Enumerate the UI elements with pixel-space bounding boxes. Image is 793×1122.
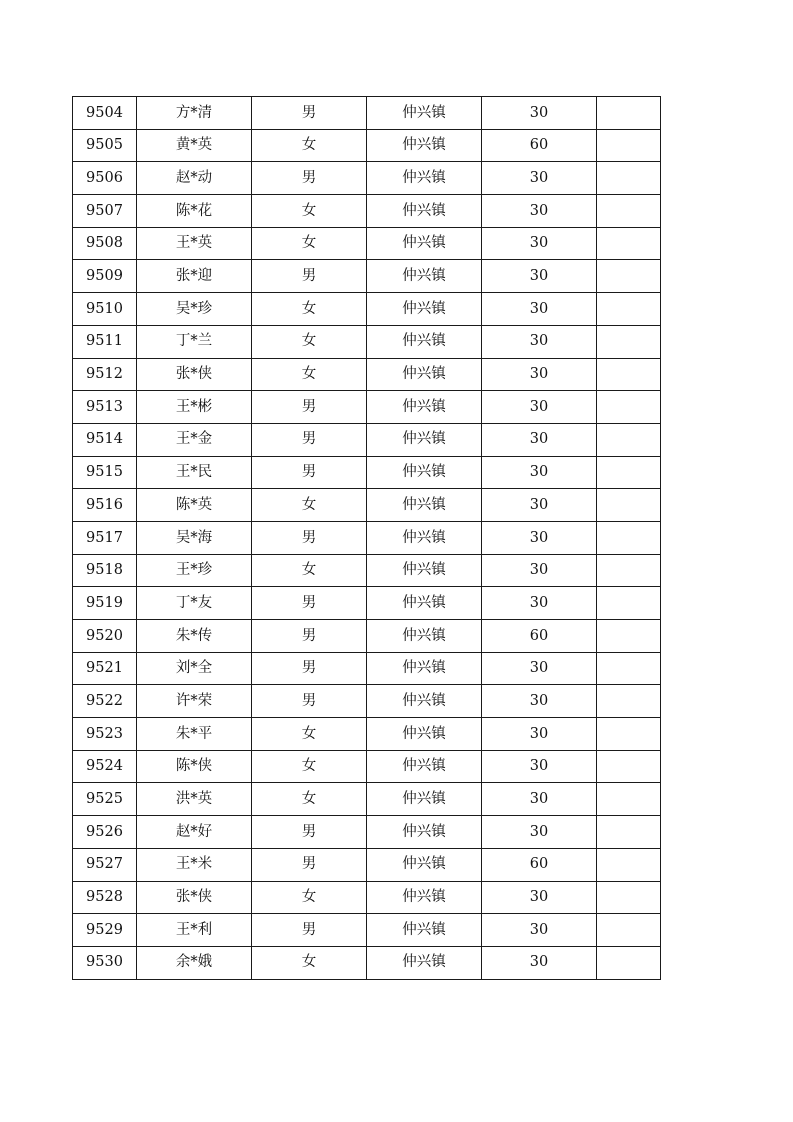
cell-gender: 女 — [252, 881, 367, 914]
cell-note — [597, 848, 661, 881]
cell-town: 仲兴镇 — [367, 97, 482, 130]
table-row — [73, 423, 661, 456]
cell-id: 9529 — [73, 914, 137, 947]
cell-town: 仲兴镇 — [367, 652, 482, 685]
cell-gender: 女 — [252, 358, 367, 391]
cell-note — [597, 783, 661, 816]
cell-note — [597, 587, 661, 620]
cell-gender: 女 — [252, 293, 367, 326]
cell-amount: 60 — [482, 129, 597, 162]
cell-amount: 30 — [482, 489, 597, 522]
table-row — [73, 881, 661, 914]
cell-town: 仲兴镇 — [367, 750, 482, 783]
cell-amount: 30 — [482, 685, 597, 718]
cell-amount: 30 — [482, 587, 597, 620]
cell-gender: 女 — [252, 750, 367, 783]
cell-town: 仲兴镇 — [367, 620, 482, 653]
cell-town: 仲兴镇 — [367, 521, 482, 554]
cell-id: 9518 — [73, 554, 137, 587]
cell-id: 9511 — [73, 325, 137, 358]
cell-amount: 30 — [482, 816, 597, 849]
cell-gender: 女 — [252, 783, 367, 816]
cell-name: 吴*海 — [137, 521, 252, 554]
cell-note — [597, 358, 661, 391]
cell-gender: 男 — [252, 914, 367, 947]
roster-table-body — [73, 97, 661, 980]
cell-id: 9505 — [73, 129, 137, 162]
table-row — [73, 848, 661, 881]
table-row — [73, 293, 661, 326]
table-row — [73, 914, 661, 947]
roster-table — [72, 96, 661, 980]
table-row — [73, 685, 661, 718]
cell-id: 9526 — [73, 816, 137, 849]
cell-town: 仲兴镇 — [367, 914, 482, 947]
cell-gender: 女 — [252, 946, 367, 979]
cell-note — [597, 881, 661, 914]
cell-amount: 30 — [482, 358, 597, 391]
cell-name: 黄*英 — [137, 129, 252, 162]
cell-town: 仲兴镇 — [367, 816, 482, 849]
cell-town: 仲兴镇 — [367, 489, 482, 522]
table-row — [73, 358, 661, 391]
cell-id: 9517 — [73, 521, 137, 554]
cell-gender: 男 — [252, 521, 367, 554]
cell-note — [597, 489, 661, 522]
table-row — [73, 260, 661, 293]
cell-name: 王*利 — [137, 914, 252, 947]
table-row — [73, 97, 661, 130]
cell-gender: 女 — [252, 195, 367, 228]
cell-id: 9528 — [73, 881, 137, 914]
cell-gender: 男 — [252, 620, 367, 653]
cell-name: 余*娥 — [137, 946, 252, 979]
cell-amount: 30 — [482, 162, 597, 195]
cell-gender: 女 — [252, 489, 367, 522]
cell-id: 9508 — [73, 227, 137, 260]
cell-gender: 男 — [252, 456, 367, 489]
cell-id: 9523 — [73, 718, 137, 751]
cell-town: 仲兴镇 — [367, 587, 482, 620]
cell-id: 9524 — [73, 750, 137, 783]
table-row — [73, 162, 661, 195]
cell-id: 9509 — [73, 260, 137, 293]
cell-id: 9520 — [73, 620, 137, 653]
cell-gender: 女 — [252, 227, 367, 260]
cell-id: 9515 — [73, 456, 137, 489]
cell-gender: 女 — [252, 554, 367, 587]
cell-gender: 女 — [252, 718, 367, 751]
table-row — [73, 325, 661, 358]
table-row — [73, 946, 661, 979]
cell-id: 9516 — [73, 489, 137, 522]
cell-name: 王*民 — [137, 456, 252, 489]
cell-town: 仲兴镇 — [367, 195, 482, 228]
cell-name: 王*彬 — [137, 391, 252, 424]
cell-name: 丁*友 — [137, 587, 252, 620]
cell-town: 仲兴镇 — [367, 946, 482, 979]
cell-note — [597, 685, 661, 718]
cell-note — [597, 227, 661, 260]
cell-note — [597, 97, 661, 130]
table-row — [73, 620, 661, 653]
table-row — [73, 489, 661, 522]
cell-name: 王*英 — [137, 227, 252, 260]
cell-id: 9521 — [73, 652, 137, 685]
cell-note — [597, 456, 661, 489]
cell-gender: 男 — [252, 816, 367, 849]
cell-id: 9519 — [73, 587, 137, 620]
cell-amount: 30 — [482, 914, 597, 947]
table-row — [73, 750, 661, 783]
cell-amount: 30 — [482, 423, 597, 456]
cell-id: 9504 — [73, 97, 137, 130]
cell-note — [597, 620, 661, 653]
table-row — [73, 718, 661, 751]
table-row — [73, 521, 661, 554]
cell-amount: 30 — [482, 260, 597, 293]
cell-note — [597, 325, 661, 358]
cell-gender: 男 — [252, 848, 367, 881]
cell-gender: 男 — [252, 260, 367, 293]
cell-id: 9510 — [73, 293, 137, 326]
cell-town: 仲兴镇 — [367, 848, 482, 881]
cell-amount: 30 — [482, 325, 597, 358]
cell-id: 9507 — [73, 195, 137, 228]
cell-id: 9512 — [73, 358, 137, 391]
cell-amount: 60 — [482, 620, 597, 653]
cell-name: 陈*花 — [137, 195, 252, 228]
cell-note — [597, 162, 661, 195]
table-row — [73, 816, 661, 849]
cell-name: 张*侠 — [137, 881, 252, 914]
cell-gender: 男 — [252, 423, 367, 456]
table-row — [73, 129, 661, 162]
cell-name: 赵*好 — [137, 816, 252, 849]
cell-note — [597, 391, 661, 424]
cell-town: 仲兴镇 — [367, 129, 482, 162]
cell-id: 9514 — [73, 423, 137, 456]
cell-town: 仲兴镇 — [367, 456, 482, 489]
cell-gender: 男 — [252, 685, 367, 718]
cell-name: 王*珍 — [137, 554, 252, 587]
cell-name: 许*荣 — [137, 685, 252, 718]
cell-amount: 30 — [482, 652, 597, 685]
cell-amount: 30 — [482, 195, 597, 228]
cell-name: 刘*全 — [137, 652, 252, 685]
cell-note — [597, 423, 661, 456]
cell-amount: 30 — [482, 946, 597, 979]
cell-town: 仲兴镇 — [367, 685, 482, 718]
cell-name: 洪*英 — [137, 783, 252, 816]
cell-id: 9513 — [73, 391, 137, 424]
cell-town: 仲兴镇 — [367, 423, 482, 456]
cell-gender: 女 — [252, 325, 367, 358]
cell-id: 9506 — [73, 162, 137, 195]
table-row — [73, 783, 661, 816]
cell-note — [597, 129, 661, 162]
cell-town: 仲兴镇 — [367, 358, 482, 391]
cell-town: 仲兴镇 — [367, 391, 482, 424]
cell-amount: 30 — [482, 391, 597, 424]
cell-name: 张*迎 — [137, 260, 252, 293]
cell-amount: 30 — [482, 227, 597, 260]
cell-id: 9527 — [73, 848, 137, 881]
cell-note — [597, 652, 661, 685]
table-row — [73, 391, 661, 424]
cell-amount: 60 — [482, 848, 597, 881]
table-row — [73, 652, 661, 685]
cell-note — [597, 750, 661, 783]
cell-name: 朱*传 — [137, 620, 252, 653]
cell-town: 仲兴镇 — [367, 554, 482, 587]
cell-amount: 30 — [482, 456, 597, 489]
cell-gender: 女 — [252, 129, 367, 162]
cell-town: 仲兴镇 — [367, 293, 482, 326]
cell-gender: 男 — [252, 97, 367, 130]
cell-amount: 30 — [482, 554, 597, 587]
cell-amount: 30 — [482, 521, 597, 554]
cell-note — [597, 914, 661, 947]
cell-town: 仲兴镇 — [367, 260, 482, 293]
cell-note — [597, 260, 661, 293]
cell-note — [597, 718, 661, 751]
cell-town: 仲兴镇 — [367, 881, 482, 914]
cell-town: 仲兴镇 — [367, 162, 482, 195]
cell-note — [597, 946, 661, 979]
cell-id: 9525 — [73, 783, 137, 816]
cell-gender: 男 — [252, 587, 367, 620]
cell-amount: 30 — [482, 97, 597, 130]
cell-amount: 30 — [482, 783, 597, 816]
cell-note — [597, 554, 661, 587]
cell-gender: 男 — [252, 652, 367, 685]
cell-town: 仲兴镇 — [367, 783, 482, 816]
table-row — [73, 587, 661, 620]
table-row — [73, 195, 661, 228]
cell-name: 赵*动 — [137, 162, 252, 195]
cell-note — [597, 816, 661, 849]
cell-name: 王*金 — [137, 423, 252, 456]
cell-note — [597, 195, 661, 228]
cell-town: 仲兴镇 — [367, 325, 482, 358]
cell-name: 朱*平 — [137, 718, 252, 751]
cell-amount: 30 — [482, 881, 597, 914]
cell-town: 仲兴镇 — [367, 227, 482, 260]
cell-id: 9522 — [73, 685, 137, 718]
cell-note — [597, 521, 661, 554]
cell-name: 王*米 — [137, 848, 252, 881]
cell-name: 张*侠 — [137, 358, 252, 391]
cell-town: 仲兴镇 — [367, 718, 482, 751]
cell-gender: 男 — [252, 162, 367, 195]
cell-name: 陈*侠 — [137, 750, 252, 783]
cell-amount: 30 — [482, 750, 597, 783]
table-row — [73, 554, 661, 587]
table-row — [73, 456, 661, 489]
table-row — [73, 227, 661, 260]
cell-name: 丁*兰 — [137, 325, 252, 358]
cell-gender: 男 — [252, 391, 367, 424]
cell-name: 方*清 — [137, 97, 252, 130]
cell-name: 陈*英 — [137, 489, 252, 522]
cell-id: 9530 — [73, 946, 137, 979]
cell-amount: 30 — [482, 293, 597, 326]
cell-amount: 30 — [482, 718, 597, 751]
cell-note — [597, 293, 661, 326]
cell-name: 吴*珍 — [137, 293, 252, 326]
